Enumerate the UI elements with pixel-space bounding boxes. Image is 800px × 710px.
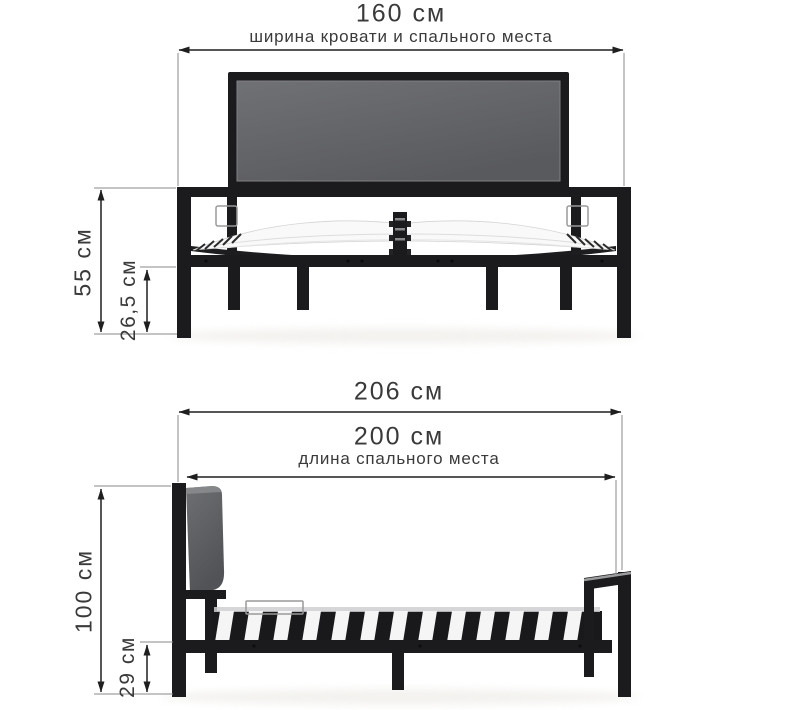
side-height-value: 100 см — [70, 548, 97, 634]
side-length-value: 206 см — [353, 377, 445, 406]
front-height-value: 55 см — [69, 227, 96, 297]
front-lower-rail — [177, 255, 631, 267]
side-center-leg — [392, 653, 404, 690]
front-leg — [297, 267, 309, 310]
side-foot-post — [618, 572, 631, 697]
side-headboard-bracket — [186, 590, 226, 599]
front-underbed-dimension — [140, 267, 176, 332]
front-headboard-panel — [237, 81, 560, 181]
front-underbed-value: 26,5 см — [117, 258, 140, 342]
side-sleeping-value: 200 см — [353, 422, 445, 451]
front-top-rail — [177, 187, 631, 197]
side-sleeping-caption: длина спального места — [298, 449, 500, 468]
front-floor-shadow — [169, 328, 639, 344]
side-platform-height-dimension — [140, 642, 173, 692]
side-foot-inner-bar — [584, 578, 594, 677]
front-view-drawing — [94, 50, 639, 344]
side-rail — [174, 640, 612, 653]
front-leg — [560, 267, 572, 310]
front-leg — [486, 267, 498, 310]
side-floor-shadow — [160, 689, 640, 705]
side-headboard-post — [172, 483, 186, 697]
side-sleeping-length-dimension — [187, 477, 616, 574]
side-platform-value: 29 см — [116, 636, 139, 698]
side-headboard-panel — [186, 486, 224, 592]
front-width-value: 160 см — [355, 0, 447, 28]
front-leg — [228, 267, 240, 310]
front-width-caption: ширина кровати и спального места — [249, 27, 553, 46]
